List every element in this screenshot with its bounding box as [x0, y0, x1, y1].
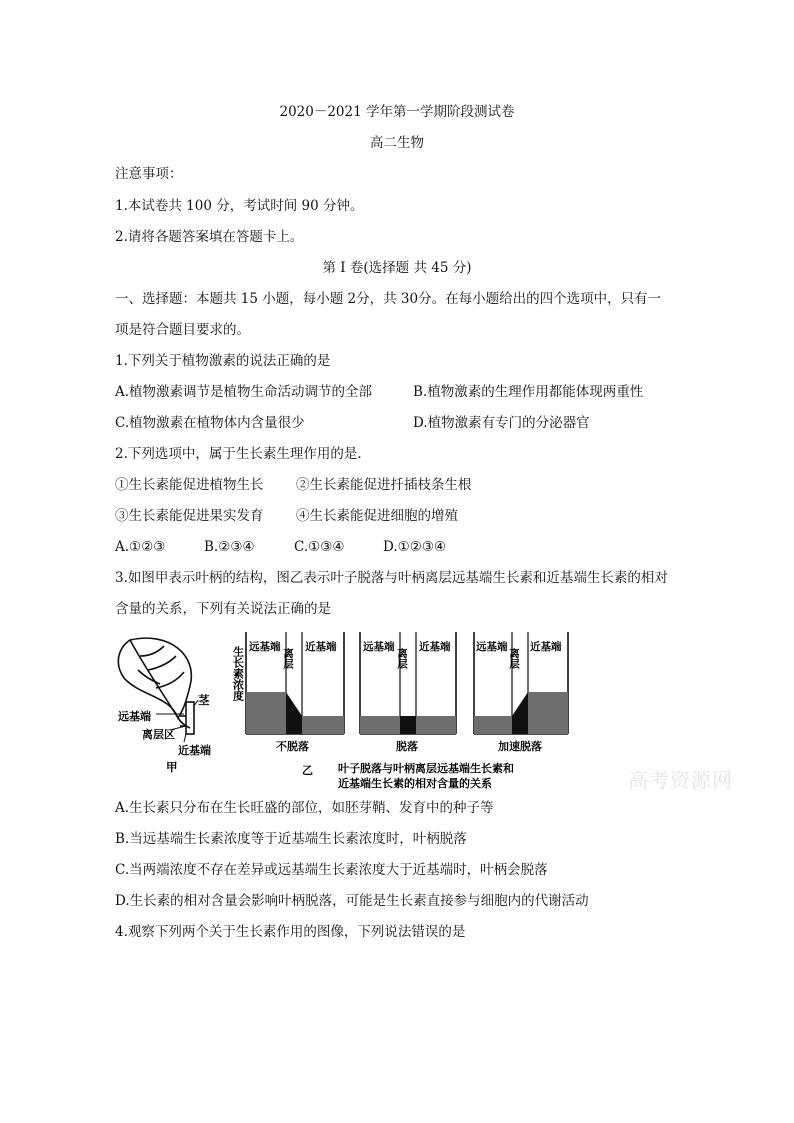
figure-leaf-abscission [110, 626, 580, 796]
header-proximal: 近基端 [305, 641, 337, 653]
option-d: D.植物激素有专门的分泌器官 [413, 415, 590, 431]
label-distal: 远基端 [118, 710, 151, 723]
option-c: C.植物激素在植物体内含量很少 [115, 415, 305, 431]
option-a: A.生长素只分布在生长旺盛的部位，如胚芽鞘、发育中的种子等 [115, 800, 494, 816]
header-distal: 远基端 [476, 641, 508, 653]
label-stem: 茎 [198, 693, 210, 707]
figure-caption-line1: 叶子脱落与叶柄离层远基端生长素和 [338, 762, 514, 775]
header-layer: 离层 [396, 648, 408, 669]
header-proximal: 近基端 [530, 641, 562, 653]
header-layer: 离层 [508, 648, 520, 669]
statement: ③生长素能促进果实发育 [115, 508, 264, 524]
question-stem: 3.如图甲表示叶柄的结构，图乙表示叶子脱落与叶柄离层远基端生长素和近基端生长素的相对 [115, 570, 668, 586]
statement: ①生长素能促进植物生长 [115, 477, 264, 493]
option-c: C.①③④ [294, 539, 345, 555]
notice-heading: 注意事项： [115, 166, 183, 182]
option-a: A.植物激素调节是植物生命活动调节的全部 [115, 384, 373, 400]
question-stem: 1.下列关于植物激素的说法正确的是 [115, 353, 331, 369]
caption-yi: 乙 [302, 764, 313, 777]
question-stem: 4.观察下列两个关于生长素作用的图像，下列说法错误的是 [115, 924, 466, 940]
section-instruction: 项是符合题目要求的。 [115, 322, 250, 338]
caption-jia: 甲 [166, 760, 178, 774]
option-d: D.生长素的相对含量会影响叶柄脱落，可能是生长素直接参与细胞内的代谢活动 [115, 893, 589, 909]
option-b: B.当远基端生长素浓度等于近基端生长素浓度时，叶柄脱落 [115, 831, 467, 847]
notice-item: 1.本试卷共 100 分，考试时间 90 分钟。 [115, 198, 364, 214]
option-c: C.当两端浓度不存在差异或远基端生长素浓度大于近基端时，叶柄会脱落 [115, 862, 548, 878]
header-proximal: 近基端 [419, 641, 451, 653]
section-instruction: 一、选择题：本题共 15 小题，每小题 2分，共 30分。在每小题给出的四个选项中，只有一 [115, 291, 662, 307]
option-b: B.②③④ [204, 539, 255, 555]
subject-title: 高二生物 [370, 135, 424, 151]
header-distal: 远基端 [363, 641, 395, 653]
watermark: 高考资源网 [628, 768, 733, 792]
y-axis-label: 生长素浓度 [231, 646, 245, 701]
section-title: 第 I 卷(选择题 共 45 分) [322, 260, 472, 276]
leaf-drawing [118, 638, 198, 742]
exam-title: 2020－2021 学年第一学期阶段测试卷 [279, 104, 515, 120]
label-abscission-zone: 离层区 [142, 728, 175, 741]
panel-caption: 不脱落 [276, 740, 309, 753]
option-d: D.①②③④ [383, 539, 447, 555]
option-b: B.植物激素的生理作用都能体现两重性 [413, 384, 644, 400]
label-proximal: 近基端 [178, 744, 211, 757]
figure-caption-line2: 近基端生长素的相对含量的关系 [338, 777, 492, 790]
statement: ②生长素能促进扦插枝条生根 [296, 477, 472, 493]
panel-caption: 脱落 [396, 740, 418, 753]
panel-caption: 加速脱落 [498, 740, 542, 753]
header-distal: 远基端 [249, 641, 281, 653]
notice-item: 2.请将各题答案填在答题卡上。 [115, 229, 304, 245]
header-layer: 离层 [282, 648, 294, 669]
question-stem: 2.下列选项中，属于生长素生理作用的是. [115, 446, 362, 462]
statement: ④生长素能促进细胞的增殖 [296, 508, 458, 524]
option-a: A.①②③ [115, 539, 166, 555]
question-stem: 含量的关系，下列有关说法正确的是 [115, 601, 331, 617]
